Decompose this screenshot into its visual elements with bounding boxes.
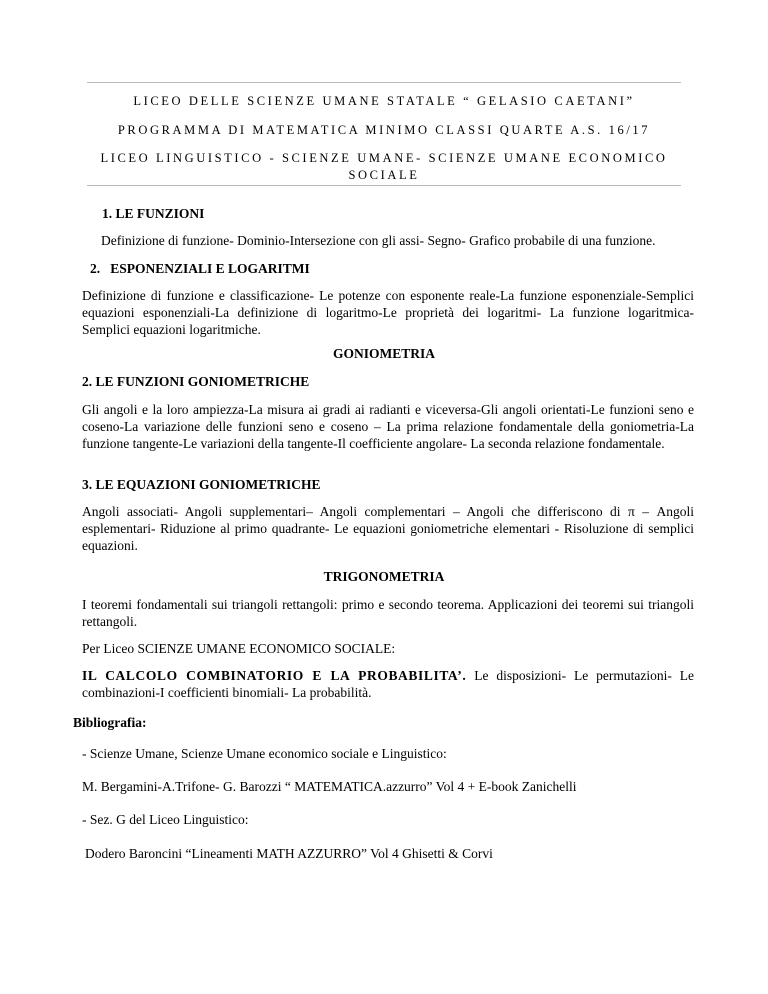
section-text-funzioni-goniometriche: Gli angoli e la loro ampiezza-La misura ai gradi ai radianti e viceversa-Gli angoli orientati-Le funzioni seno e coseno-La variazione delle funzioni seno e coseno – La prima relazione fondamentale della goniometria-La funzione tangente-Le variazioni della tangente-Il coefficiente angolare- La seconda relazione fondamentale. bbox=[82, 402, 694, 451]
tracks-line: LICEO LINGUISTICO - SCIENZE UMANE- SCIENZE UMANE ECONOMICO SOCIALE bbox=[100, 151, 668, 182]
bibliography-title: Bibliografia: bbox=[73, 715, 147, 730]
economico-intro: Per Liceo SCIENZE UMANE ECONOMICO SOCIALE: bbox=[82, 641, 396, 656]
section-text-funzioni: Definizione di funzione- Dominio-Intersezione con gli assi- Segno- Grafico probabile di una funzione. bbox=[101, 233, 656, 248]
program-title: PROGRAMMA DI MATEMATICA MINIMO CLASSI QUARTE A.S. 16/17 bbox=[117, 123, 651, 137]
bibliography-entry: - Sez. G del Liceo Linguistico: bbox=[82, 812, 249, 827]
bibliography-entry: M. Bergamini-A.Trifone- G. Barozzi “ MATEMATICA.azzurro” Vol 4 + E-book Zanichelli bbox=[82, 779, 577, 794]
section-text-trigonometria: I teoremi fondamentali sui triangoli rettangoli: primo e secondo teorema. Applicazioni dei teoremi sui triangoli rettangoli. bbox=[82, 597, 694, 629]
section-title-esponenziali: 2. ESPONENZIALI E LOGARITMI bbox=[90, 261, 310, 276]
section-title-equazioni-goniometriche: 3. LE EQUAZIONI GONIOMETRICHE bbox=[82, 477, 321, 492]
section-title-funzioni-goniometriche: 2. LE FUNZIONI GONIOMETRICHE bbox=[82, 374, 310, 389]
section-text-probabilita: Le disposizioni- Le permutazioni- Le combinazioni-I coefficienti binomiali- La probabilità. bbox=[82, 668, 694, 700]
section-title-funzioni: 1. LE FUNZIONI bbox=[102, 206, 205, 221]
section-text-esponenziali: Definizione di funzione e classificazione- Le potenze con esponente reale-La funzione esponenziale-Semplici equazioni esponenziali-La definizione di logaritmo-Le proprietà dei logaritmi- La funzione logaritmica- Semplici equazioni logaritmiche. bbox=[82, 288, 694, 337]
header-top-rule bbox=[87, 82, 681, 83]
heading-goniometria: GONIOMETRIA bbox=[332, 346, 435, 361]
bibliography-entry: Dodero Baroncini “Lineamenti MATH AZZURRO” Vol 4 Ghisetti & Corvi bbox=[85, 846, 493, 861]
bibliography-entry: - Scienze Umane, Scienze Umane economico sociale e Linguistico: bbox=[82, 746, 447, 761]
header-bottom-rule bbox=[87, 185, 681, 186]
heading-trigonometria: TRIGONOMETRIA bbox=[323, 569, 445, 584]
section-probabilita bbox=[82, 667, 694, 701]
section-title-probabilita: IL CALCOLO COMBINATORIO E LA PROBABILITA’. bbox=[82, 668, 467, 683]
school-name: LICEO DELLE SCIENZE UMANE STATALE “ GELASIO CAETANI” bbox=[133, 94, 635, 108]
section-text-equazioni-goniometriche: Angoli associati- Angoli supplementari– Angoli complementari – Angoli che differiscono di π – Angoli esplementari- Riduzione al primo quadrante- Le equazioni goniometriche elementari - Risoluzione di semplici equazioni. bbox=[82, 504, 694, 553]
